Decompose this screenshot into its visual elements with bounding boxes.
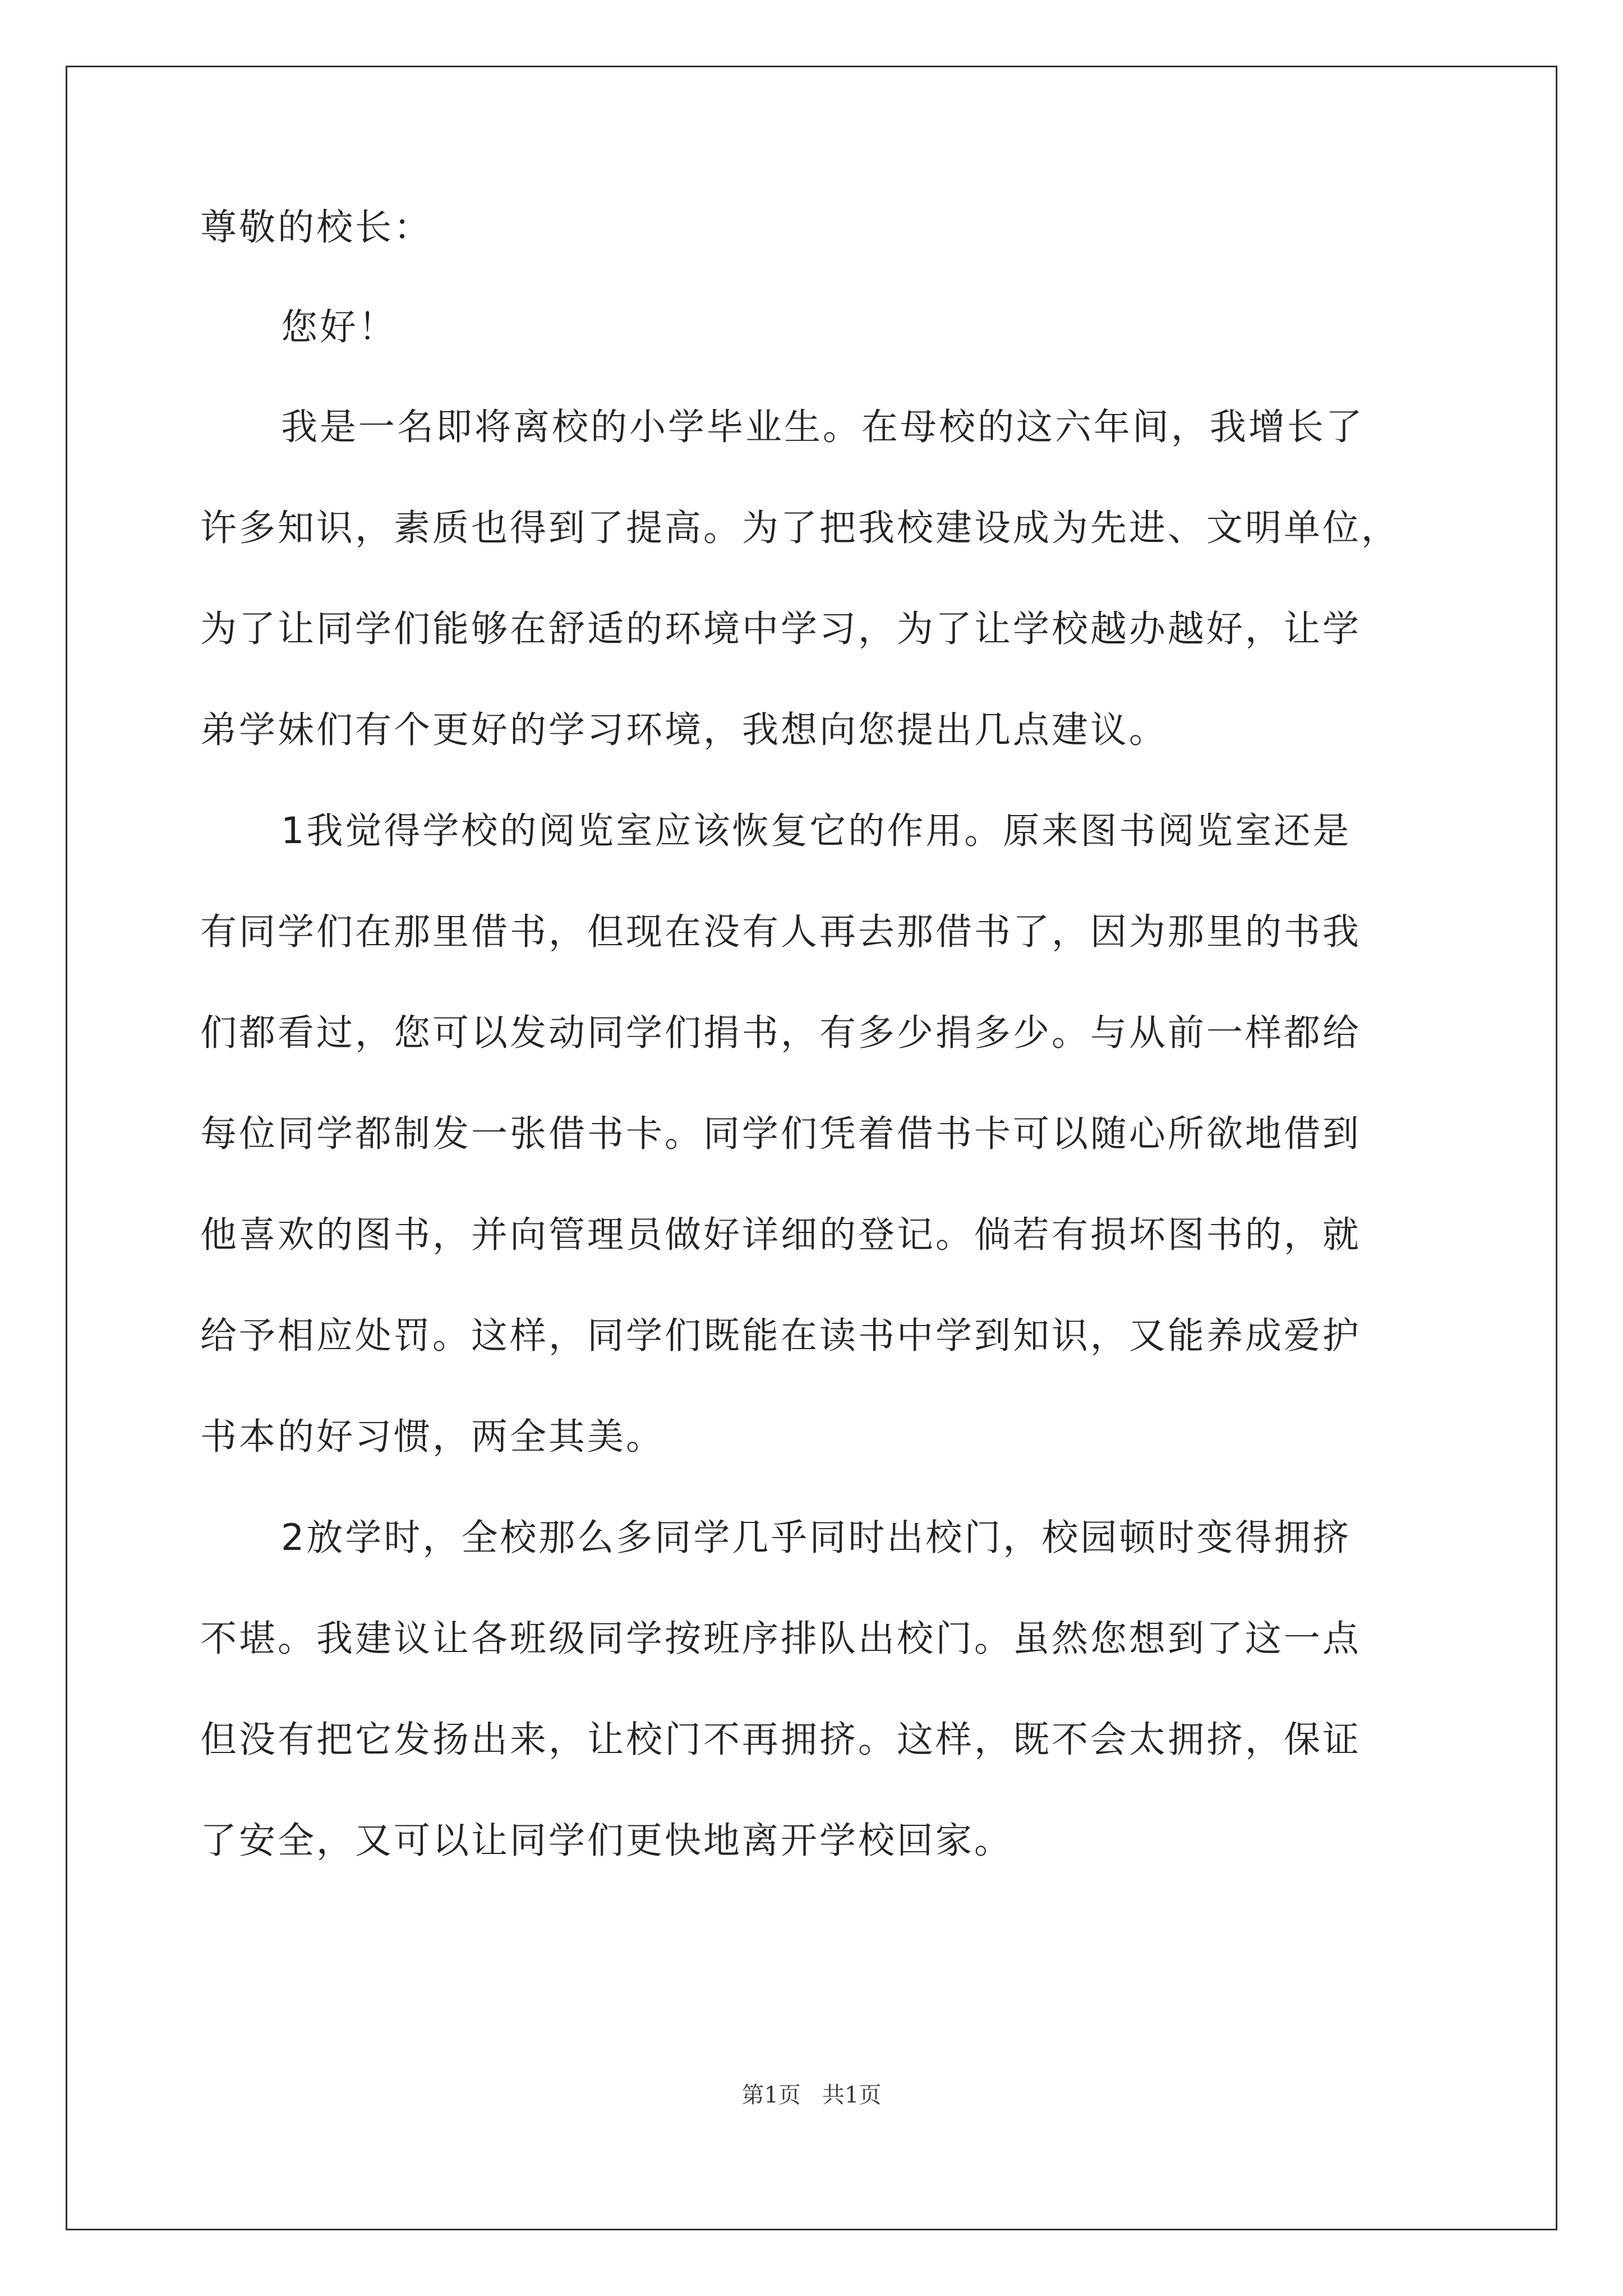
paragraph-line: 许多知识，素质也得到了提高。为了把我校建设成为先进、文明单位， bbox=[200, 507, 1400, 549]
greeting: 您好！ bbox=[281, 306, 398, 348]
paragraph-line: 他喜欢的图书，并向管理员做好详细的登记。倘若有损坏图书的，就 bbox=[200, 1214, 1362, 1256]
paragraph-line: 1我觉得学校的阅览室应该恢复它的作用。原来图书阅览室还是 bbox=[281, 810, 1352, 852]
paragraph-line: 每位同学都制发一张借书卡。同学们凭着借书卡可以随心所欲地借到 bbox=[200, 1113, 1362, 1155]
paragraph-line: 不堪。我建议让各班级同学按班序排队出校门。虽然您想到了这一点 bbox=[200, 1618, 1362, 1660]
paragraph-line: 为了让同学们能够在舒适的环境中学习，为了让学校越办越好，让学 bbox=[200, 608, 1362, 650]
paragraph-line: 但没有把它发扬出来，让校门不再拥挤。这样，既不会太拥挤，保证 bbox=[200, 1719, 1362, 1761]
salutation: 尊敬的校长： bbox=[200, 206, 433, 249]
paragraph-line: 了安全，又可以让同学们更快地离开学校回家。 bbox=[200, 1820, 1013, 1862]
paragraph-line: 我是一名即将离校的小学毕业生。在母校的这六年间，我增长了 bbox=[281, 406, 1365, 448]
paragraph-line: 弟学妹们有个更好的学习环境，我想向您提出几点建议。 bbox=[200, 709, 1168, 751]
paragraph-line: 书本的好习惯，两全其美。 bbox=[200, 1416, 665, 1458]
paragraph-line: 2放学时，全校那么多同学几乎同时出校门，校园顿时变得拥挤 bbox=[281, 1517, 1352, 1559]
paragraph-line: 给予相应处罚。这样，同学们既能在读书中学到知识，又能养成爱护 bbox=[200, 1315, 1362, 1357]
page-footer bbox=[0, 2081, 1623, 2109]
paragraph-line: 有同学们在那里借书，但现在没有人再去那借书了，因为那里的书我 bbox=[200, 911, 1362, 953]
page-number-label: 第1页 共1页 bbox=[741, 2082, 882, 2108]
paragraph-line: 们都看过，您可以发动同学们捐书，有多少捐多少。与从前一样都给 bbox=[200, 1012, 1362, 1054]
